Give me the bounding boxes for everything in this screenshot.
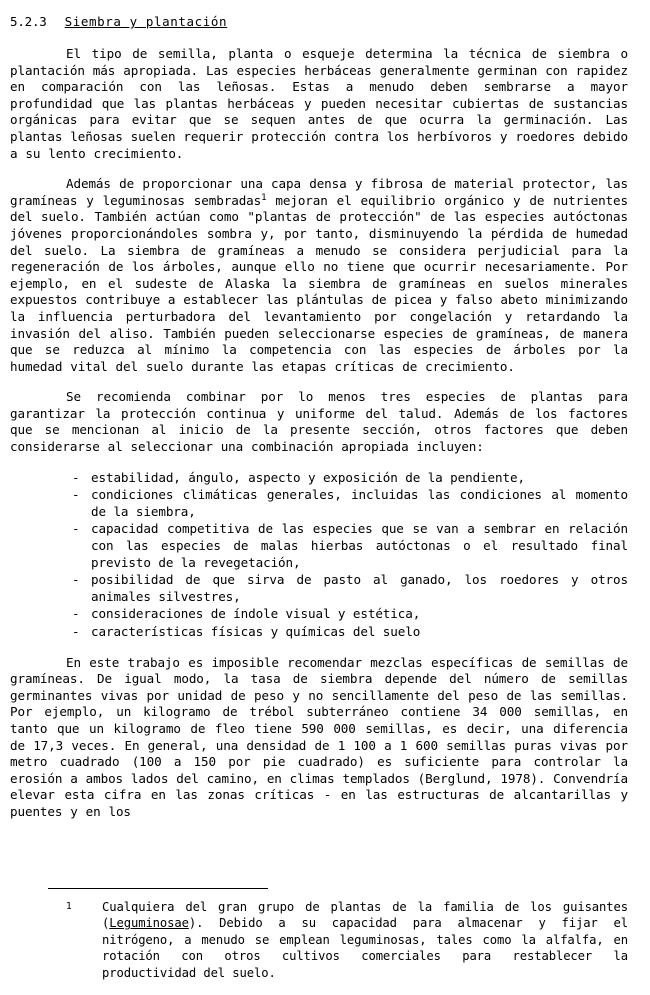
body-content [0, 46, 650, 456]
paragraph-3 [10, 389, 628, 455]
list-bullet: - [72, 521, 80, 537]
list-item-text: características físicas y químicas del suelo [91, 624, 421, 639]
list-bullet: - [72, 624, 80, 639]
list-bullet: - [72, 606, 80, 622]
paragraph-1 [10, 46, 628, 162]
document-page [0, 14, 650, 995]
list-item [72, 470, 628, 487]
list-item [72, 624, 628, 641]
paragraph-2 [10, 176, 628, 375]
list-item [72, 606, 628, 623]
list-item [72, 572, 628, 605]
footnote-underlined-term: Leguminosae [109, 916, 189, 931]
paragraph-2-text-b: mejoran el equilibrio orgánico y de nutrientes del suelo. También actúan como "plantas de protección" de las especies autóctonas jóvenes proporcionándoles sombra y, por tanto, disminuyendo la pérdida de humedad del suelo. La siembra de gramíneas a menudo se considera perjudicial para la regeneración de los árboles, aunque ello no tiene que ocurrir necesariamente. Por ejemplo, en el sudeste de Alaska la siembra de gramíneas en suelos minerales expuestos contribuye a establecer las plántulas de picea y falso abeto minimizando la influencia perturbadora del levantamiento por congelación y retardando la invasión del aliso. También pueden seleccionarse especies de gramíneas, de manera que se reduzca al mínimo la competencia con las especies de árboles por la humedad vital del suelo durante las etapas críticas de crecimiento. [10, 192, 629, 374]
list-item [72, 487, 628, 520]
footnote-area [0, 888, 650, 981]
list-bullet: - [72, 487, 80, 503]
footnote-divider [48, 888, 268, 889]
list-item [72, 521, 628, 571]
footnote-text-before: Cualquiera del gran grupo de plantas de la familia de los guisantes ( [102, 899, 628, 931]
paragraph-4 [10, 655, 628, 821]
footnote-text-after: ). Debido a su capacidad para almacenar y fijar el nitrógeno, a menudo se emplean leguminosas, tales como la alfalfa, en rotación con otros cultivos comerciales para restablecer la productividad del suelo. [102, 916, 628, 980]
list-bullet: - [72, 469, 80, 485]
list-item-text: consideraciones de índole visual y estética, [91, 606, 421, 622]
section-number: 5.2.3 [10, 14, 47, 29]
section-heading [0, 14, 650, 29]
paragraph-1-text: El tipo de semilla, planta o esqueje determina la técnica de siembra o plantación más apropiada. Las especies herbáceas generalmente germinan con rapidez en comparación con las leñosas. Estas a menudo deben sembrarse a mayor profundidad que las plantas herbáceas y pueden necesitar cubiertas de sustancias orgánicas para evitar que se sequen antes de que ocurra la germinación. Las plantas leñosas suelen requerir protección contra los herbívoros y roedores debido a su lento crecimiento. [10, 46, 628, 161]
footnote-marker: 1 [66, 900, 72, 912]
footnote-reference-marker: 1 [261, 192, 267, 203]
body-content-continued [0, 655, 650, 821]
footnote [10, 899, 628, 981]
list-item-text: posibilidad de que sirva de pasto al ganado, los roedores y otros animales silvestres, [91, 572, 628, 604]
paragraph-3-text: Se recomienda combinar por lo menos tres especies de plantas para garantizar la protección continua y uniforme del talud. Además de los factores que se mencionan al inicio de la presente sección, otros factores que deben considerarse al seleccionar una combinación apropiada incluyen: [10, 389, 628, 455]
list-item-text: capacidad competitiva de las especies que se van a sembrar en relación con las especies de malas hierbas autóctonas o el resultado final previsto de la revegetación, [91, 521, 628, 570]
criteria-list [0, 470, 650, 641]
list-bullet: - [72, 572, 80, 588]
list-item-text: estabilidad, ángulo, aspecto y exposición de la pendiente, [91, 469, 525, 485]
paragraph-4-text: En este trabajo es imposible recomendar mezclas específicas de semillas de gramíneas. De igual modo, la tasa de siembra depende del número de semillas germinantes vivas por unidad de peso y no sencillamente del peso de las semillas. Por ejemplo, un kilogramo de trébol subterráneo contiene 34 000 semillas, en tanto que un kilogramo de fleo tiene 590 000 semillas, es decir, una diferencia de 17,3 veces. En general, una densidad de 1 100 a 1 600 semillas puras vivas por metro cuadrado (100 a 150 por pie cuadrado) es suficiente para controlar la erosión a ambos lados del camino, en climas templados (Berglund, 1978). Convendría elevar esta cifra en las zonas críticas - en las estructuras de alcantarillas y puentes y en los [10, 654, 628, 819]
paragraph-2-text-a: Además de proporcionar una capa densa y fibrosa de material protector, las gramíneas y leguminosas sembradas [10, 176, 628, 208]
list-item-text: condiciones climáticas generales, incluidas las condiciones al momento de la siembra, [91, 487, 628, 519]
section-title: Siembra y plantación [64, 14, 228, 29]
